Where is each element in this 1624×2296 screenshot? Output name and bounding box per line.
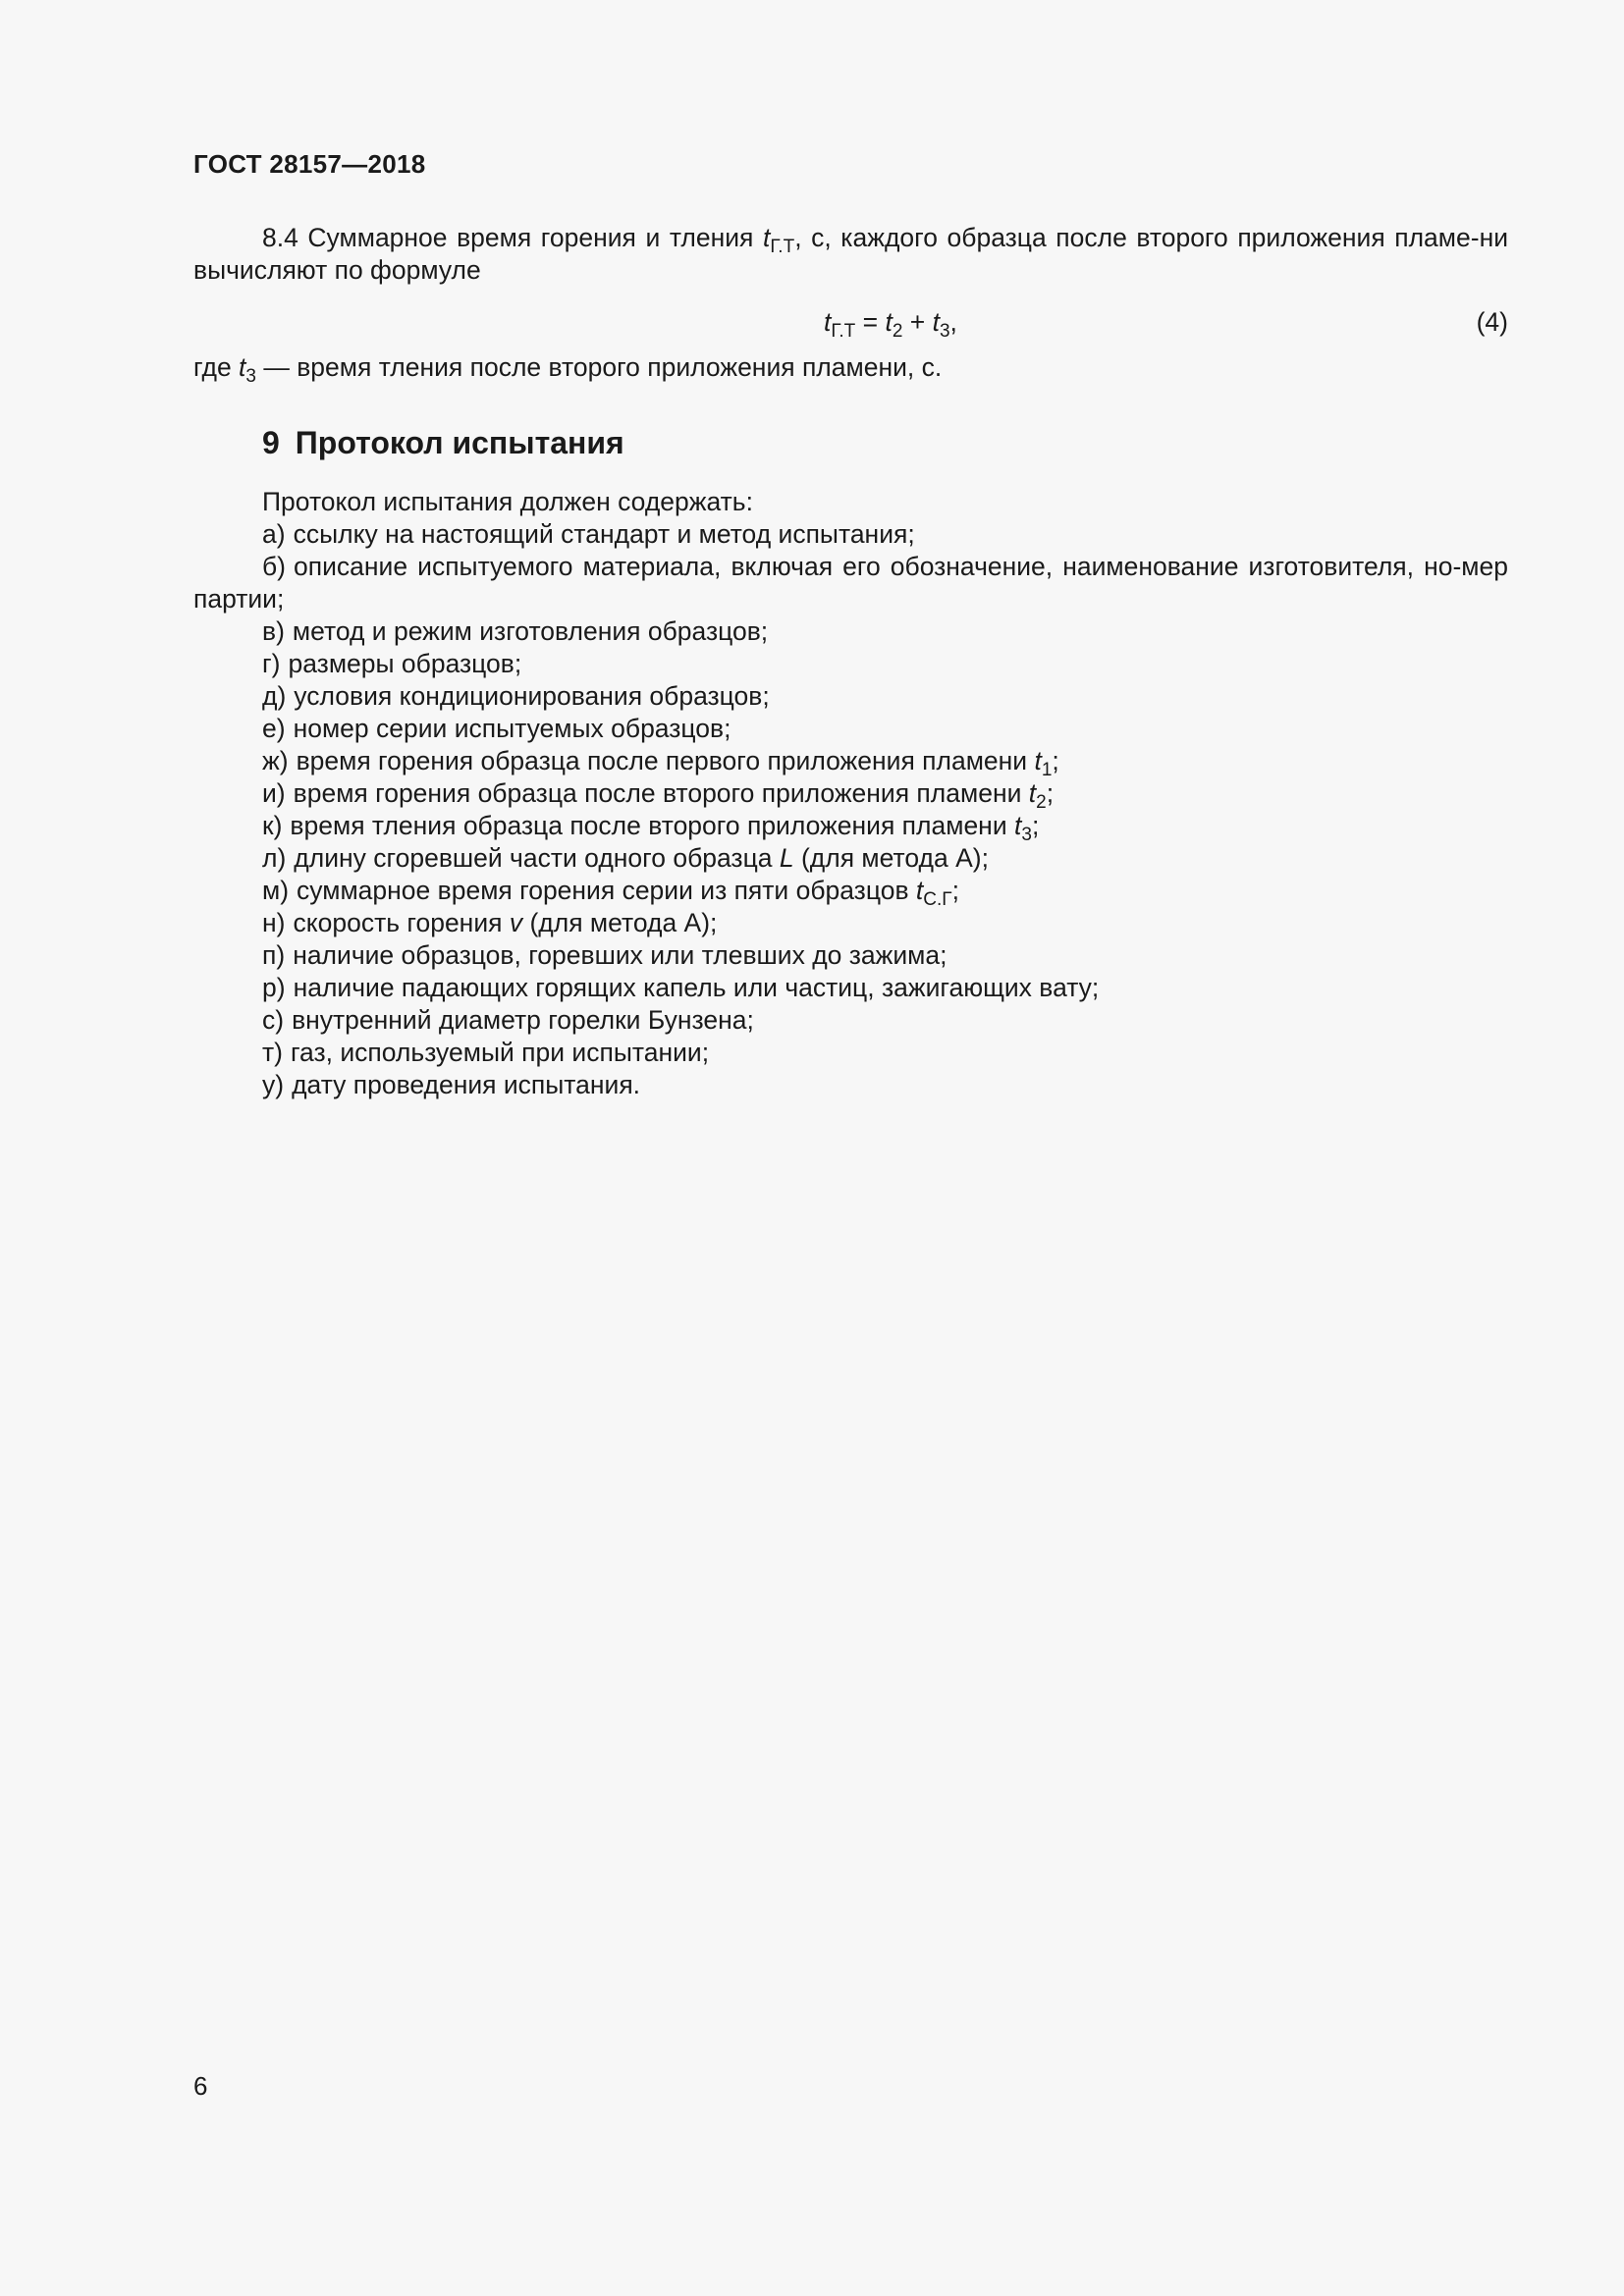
clause-text-after: , с, каждого образца после второго приложения пламе-ни вычисляют по формуле [193,223,1509,285]
item-text: дату проведения испытания. [292,1070,641,1099]
item-marker: б) [262,552,287,581]
item-marker: и) [262,778,286,808]
item-tail: (для метода А); [522,908,718,937]
section-title-text: Протокол испытания [295,425,624,460]
formula-plus: + [902,307,933,337]
item-text: ссылку на настоящий стандарт и метод испытания; [293,519,915,549]
item-text: описание испытуемого материала, включая его обозначение, наименование изготовителя, но-мер партии; [193,552,1508,614]
item-text: условия кондиционирования образцов; [294,681,770,711]
item-text: скорость горения [293,908,510,937]
item-marker: у) [262,1070,285,1099]
sub-gt: Г.Т [770,237,795,257]
item-text: метод и режим изготовления образцов; [292,616,769,646]
list-item [193,518,1508,551]
list-item [193,875,1508,910]
item-marker: с) [262,1005,285,1035]
item-tail: ; [1052,746,1059,775]
item-text: наличие падающих горящих капель или частиц, зажигающих вату; [293,973,1100,1002]
item-marker: е) [262,714,286,743]
item-text: длину сгоревшей части одного образца [294,843,780,873]
where-sub: 3 [245,366,256,387]
clause-number: 8.4 [262,223,298,252]
item-text: газ, используемый при испытании; [290,1038,710,1067]
list-item [193,551,1508,615]
where-clause [193,351,1508,387]
list-item [193,648,1508,680]
item-tail: ; [1046,778,1055,808]
item-text: время горения образца после второго приложения пламени [293,778,1029,808]
formula-lhs-sub: Г.Т [831,321,856,342]
item-text: номер серии испытуемых образцов; [293,714,731,743]
list-item [193,680,1508,713]
section-9-title [262,425,624,461]
list-intro: Протокол испытания должен содержать: [262,487,753,516]
item-tail: ; [1031,811,1040,840]
item-sub: 2 [1036,792,1047,813]
list-item [193,972,1508,1004]
where-text: — время тления после второго приложения пламени, с. [256,352,943,382]
item-marker: р) [262,973,286,1002]
item-tail: (для метода А); [793,843,989,873]
item-text: суммарное время горения серии из пяти образцов [297,876,916,905]
clause-8-4 [193,222,1508,287]
item-text: наличие образцов, горевших или тлевших до зажима; [293,940,947,970]
item-marker: в) [262,616,285,646]
item-var: t [1034,746,1042,775]
list-item [193,745,1508,780]
formula-t2-var: t [885,307,893,337]
list-item [193,1069,1508,1101]
item-text: время тления образца после второго приложения пламени [290,811,1014,840]
formula-lhs-var: t [824,307,832,337]
item-text: внутренний диаметр горелки Бунзена; [292,1005,754,1035]
formula-eq: = [855,307,886,337]
item-marker: л) [262,843,287,873]
item-marker: а) [262,519,286,549]
protocol-list [193,486,1508,1101]
item-marker: д) [262,681,287,711]
formula-tail: , [949,307,957,337]
section-number: 9 [262,425,280,460]
item-sub: 1 [1041,760,1053,780]
list-item [193,810,1508,845]
item-var: t [1013,811,1022,840]
list-item [193,777,1508,813]
formula-t3-sub: 3 [939,321,950,342]
item-var: L [779,843,794,873]
list-item [193,842,1508,875]
item-marker: ж) [262,746,289,775]
item-text: размеры образцов; [288,649,522,678]
page-number: 6 [193,2071,208,2101]
equation-number: (4) [1476,307,1508,337]
item-tail: ; [951,876,959,905]
item-var: t [915,876,924,905]
list-item [193,1004,1508,1037]
var-t: t [762,223,771,252]
list-item [193,1037,1508,1069]
list-item [193,615,1508,648]
formula-t2-sub: 2 [892,321,903,342]
list-item [193,713,1508,745]
formula-4 [824,306,957,342]
item-marker: т) [262,1038,283,1067]
where-prefix: где [193,352,240,382]
item-text: время горения образца после первого приложения пламени [296,746,1035,775]
item-sub: 3 [1021,825,1032,845]
item-marker: м) [262,876,290,905]
formula-row [193,306,1508,342]
formula-t3-var: t [932,307,940,337]
item-marker: п) [262,940,286,970]
item-var: v [509,908,523,937]
where-var: t [239,352,246,382]
item-marker: к) [262,811,283,840]
list-item [193,939,1508,972]
item-sub: С.Г [923,889,952,910]
document-header: ГОСТ 28157—2018 [193,149,426,179]
item-var: t [1028,778,1037,808]
item-marker: г) [262,649,281,678]
item-marker: н) [262,908,286,937]
clause-text-before: Суммарное время горения и тления [307,223,763,252]
list-item [193,907,1508,939]
